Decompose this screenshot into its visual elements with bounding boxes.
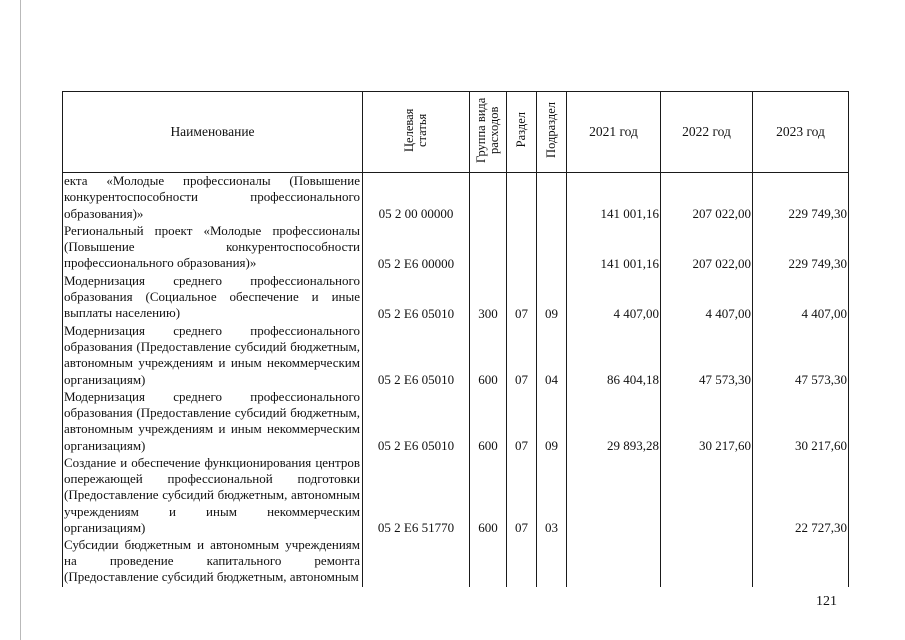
row-2022: 30 217,60 <box>661 389 753 455</box>
row-group <box>470 223 507 273</box>
row-subsection: 04 <box>537 323 567 389</box>
row-2022 <box>661 537 753 587</box>
header-expense-group: Группа вида расходов <box>470 92 507 173</box>
row-name: Создание и обеспечение функционирования центров опережающей профессиональной подготовки (Предоставление субсидий бюджетным, автономным учреждениям и иным некоммерческим организациям) <box>63 455 363 537</box>
row-2023: 229 749,30 <box>753 223 849 273</box>
row-2022: 207 022,00 <box>661 173 753 223</box>
row-group <box>470 537 507 587</box>
header-name: Наименование <box>63 92 363 173</box>
row-name: Модернизация среднего профессионального образования (Социальное обеспечение и иные выплаты населению) <box>63 273 363 323</box>
row-2021: 141 001,16 <box>567 173 661 223</box>
row-2022 <box>661 455 753 537</box>
header-section: Раздел <box>507 92 537 173</box>
row-2021: 4 407,00 <box>567 273 661 323</box>
row-subsection <box>537 223 567 273</box>
row-code <box>363 537 470 587</box>
row-name: Модернизация среднего профессионального образования (Предоставление субсидий бюджетным, автономным учреждениям и иным некоммерческим организациям) <box>63 389 363 455</box>
table-row <box>63 173 849 223</box>
table-row <box>63 323 849 389</box>
row-group: 600 <box>470 389 507 455</box>
row-section <box>507 173 537 223</box>
row-2023 <box>753 537 849 587</box>
row-2021: 86 404,18 <box>567 323 661 389</box>
budget-table <box>62 91 849 587</box>
row-subsection: 09 <box>537 273 567 323</box>
row-code: 05 2 E6 05010 <box>363 273 470 323</box>
row-name: Региональный проект «Молодые профессионалы (Повышение конкурентоспособности профессионального образования)» <box>63 223 363 273</box>
row-2022: 47 573,30 <box>661 323 753 389</box>
row-2021: 141 001,16 <box>567 223 661 273</box>
table-row <box>63 273 849 323</box>
row-2021: 29 893,28 <box>567 389 661 455</box>
row-code: 05 2 00 00000 <box>363 173 470 223</box>
row-subsection <box>537 537 567 587</box>
row-2023: 47 573,30 <box>753 323 849 389</box>
row-group: 300 <box>470 273 507 323</box>
row-section <box>507 537 537 587</box>
table-row <box>63 389 849 455</box>
row-section: 07 <box>507 323 537 389</box>
table-row <box>63 537 849 587</box>
row-2022: 207 022,00 <box>661 223 753 273</box>
row-subsection: 03 <box>537 455 567 537</box>
row-code: 05 2 E6 05010 <box>363 323 470 389</box>
table-row <box>63 223 849 273</box>
header-2021: 2021 год <box>567 92 661 173</box>
row-2021 <box>567 537 661 587</box>
row-section: 07 <box>507 389 537 455</box>
row-group: 600 <box>470 323 507 389</box>
row-2021 <box>567 455 661 537</box>
scan-edge-line <box>20 0 21 640</box>
header-subsection: Подраздел <box>537 92 567 173</box>
header-target-article: Целевая статья <box>363 92 470 173</box>
row-code: 05 2 E6 51770 <box>363 455 470 537</box>
row-name: Модернизация среднего профессионального образования (Предоставление субсидий бюджетным, автономным учреждениям и иным некоммерческим организациям) <box>63 323 363 389</box>
header-2023: 2023 год <box>753 92 849 173</box>
row-group: 600 <box>470 455 507 537</box>
row-2023: 229 749,30 <box>753 173 849 223</box>
row-group <box>470 173 507 223</box>
table-header-row <box>63 92 849 173</box>
header-2022: 2022 год <box>661 92 753 173</box>
row-2023: 22 727,30 <box>753 455 849 537</box>
row-subsection: 09 <box>537 389 567 455</box>
row-section: 07 <box>507 455 537 537</box>
table-row <box>63 455 849 537</box>
row-2023: 4 407,00 <box>753 273 849 323</box>
row-2022: 4 407,00 <box>661 273 753 323</box>
row-section <box>507 223 537 273</box>
page-number: 121 <box>816 594 837 609</box>
row-code: 05 2 E6 00000 <box>363 223 470 273</box>
row-2023: 30 217,60 <box>753 389 849 455</box>
row-code: 05 2 E6 05010 <box>363 389 470 455</box>
row-subsection <box>537 173 567 223</box>
row-section: 07 <box>507 273 537 323</box>
row-name: Субсидии бюджетным и автономным учреждениям на проведение капитального ремонта (Предоставление субсидий бюджетным, автономным <box>63 537 363 587</box>
row-name: екта «Молодые профессионалы (Повышение конкурентоспособности профессионального образования)» <box>63 173 363 223</box>
